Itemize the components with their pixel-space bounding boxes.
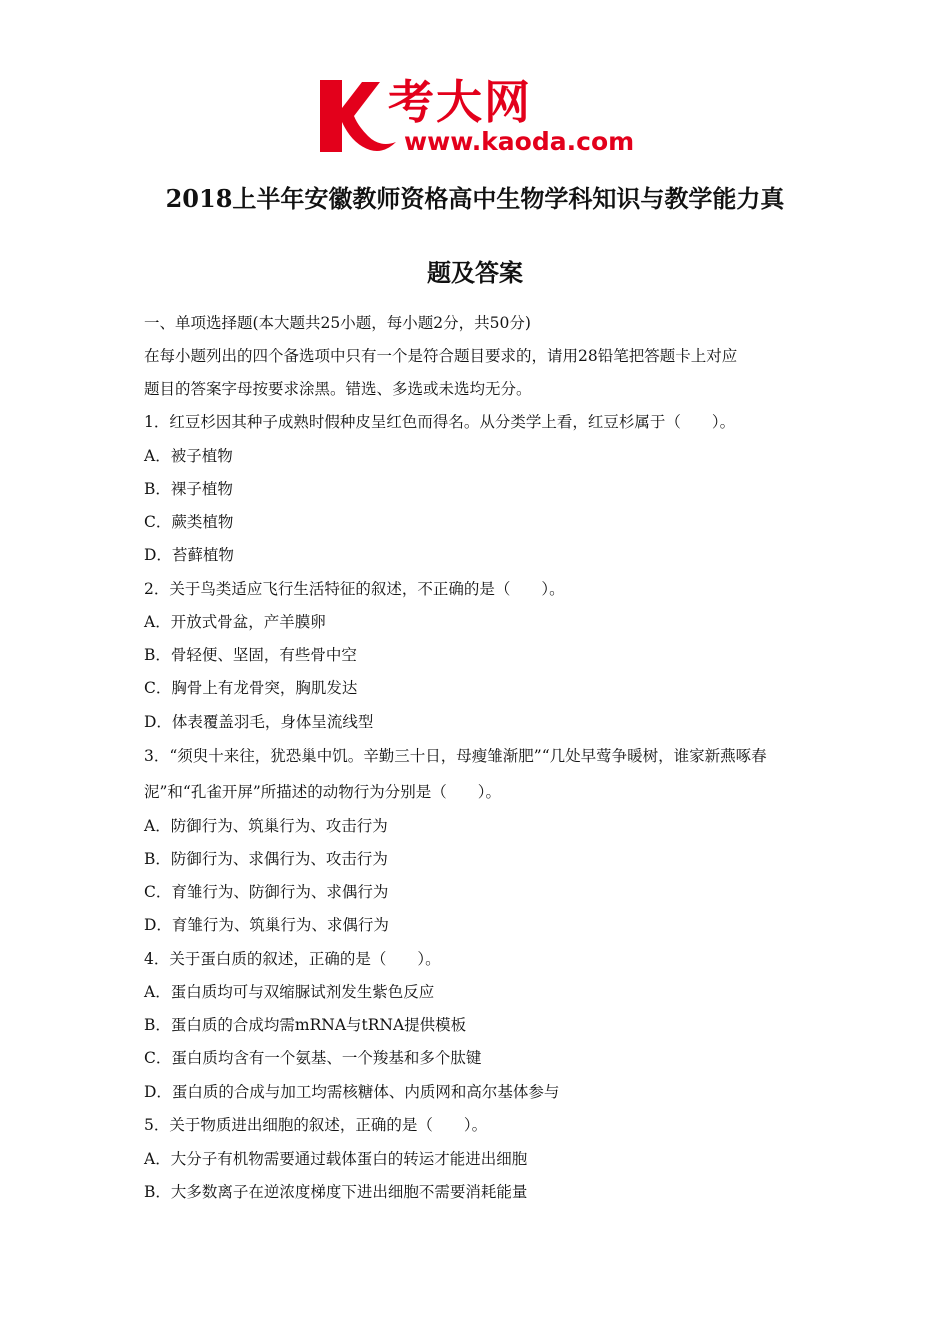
- instruction-line: 题目的答案字母按要求涂黑。错选、多选或未选均无分。: [144, 380, 532, 398]
- section-heading: 一、单项选择题(本大题共25小题，每小题2分，共50分): [144, 314, 531, 332]
- option-3c: C．育雏行为、防御行为、求偶行为: [144, 883, 389, 901]
- instruction-line: 在每小题列出的四个备选项中只有一个是符合题目要求的，请用28铅笔把答题卡上对应: [144, 347, 738, 365]
- option-2a: A．开放式骨盆，产羊膜卵: [144, 613, 326, 631]
- logo-chinese-text: 考大网: [388, 75, 532, 129]
- option-5a: A．大分子有机物需要通过载体蛋白的转运才能进出细胞: [144, 1150, 528, 1168]
- logo-k-icon: [318, 78, 398, 158]
- question-2: 2．关于鸟类适应飞行生活特征的叙述，不正确的是（ ）。: [144, 580, 565, 598]
- question-3-continued: 泥”和“孔雀开屏”所描述的动物行为分别是（ ）。: [144, 783, 502, 801]
- option-1d: D．苔藓植物: [144, 546, 234, 564]
- question-3: 3．“须臾十来往，犹恐巢中饥。辛勤三十日，母瘦雏渐肥”“几处早莺争暖树，谁家新燕啄春: [144, 747, 767, 765]
- kaoda-logo: [318, 75, 638, 160]
- option-2d: D．体表覆盖羽毛，身体呈流线型: [144, 713, 374, 731]
- question-1: 1．红豆杉因其种子成熟时假种皮呈红色而得名。从分类学上看，红豆杉属于（ ）。: [144, 413, 736, 431]
- option-4b: B．蛋白质的合成均需mRNA与tRNA提供模板: [144, 1016, 467, 1034]
- option-1c: C．蕨类植物: [144, 513, 234, 531]
- option-1a: A．被子植物: [144, 447, 233, 465]
- logo-url-text: www.kaoda.com: [404, 127, 635, 156]
- option-1b: B．裸子植物: [144, 480, 233, 498]
- document-title-line-2: 题及答案: [427, 258, 523, 287]
- option-4c: C．蛋白质均含有一个氨基、一个羧基和多个肽键: [144, 1049, 482, 1067]
- question-5: 5．关于物质进出细胞的叙述，正确的是（ ）。: [144, 1116, 488, 1134]
- question-4: 4．关于蛋白质的叙述，正确的是（ ）。: [144, 950, 441, 968]
- option-4a: A．蛋白质均可与双缩脲试剂发生紫色反应: [144, 983, 435, 1001]
- document-title-line-1: 2018上半年安徽教师资格高中生物学科知识与教学能力真: [165, 184, 785, 213]
- option-3a: A．防御行为、筑巢行为、攻击行为: [144, 817, 388, 835]
- option-2b: B．骨轻便、坚固，有些骨中空: [144, 646, 357, 664]
- option-4d: D．蛋白质的合成与加工均需核糖体、内质网和高尔基体参与: [144, 1083, 560, 1101]
- option-3b: B．防御行为、求偶行为、攻击行为: [144, 850, 388, 868]
- option-2c: C．胸骨上有龙骨突，胸肌发达: [144, 679, 358, 697]
- option-5b: B．大多数离子在逆浓度梯度下进出细胞不需要消耗能量: [144, 1183, 528, 1201]
- option-3d: D．育雏行为、筑巢行为、求偶行为: [144, 916, 389, 934]
